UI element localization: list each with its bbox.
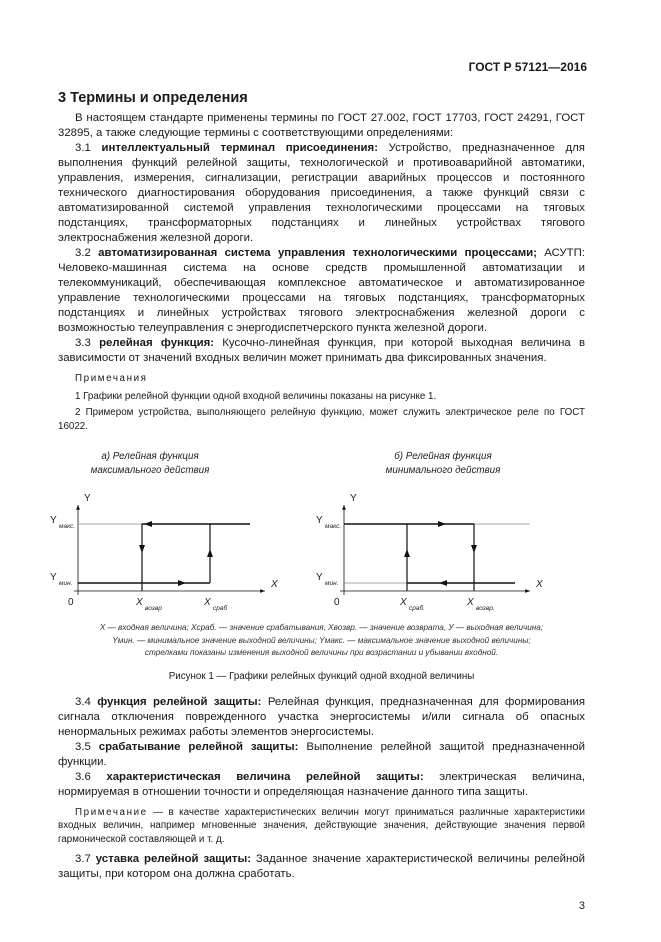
page-number: 3: [578, 900, 585, 912]
svg-text:мин.: мин.: [325, 580, 339, 587]
svg-text:сраб: сраб: [213, 605, 228, 612]
svg-text:а) Релейная функция: а) Релейная функция: [101, 451, 199, 462]
notes-block: Примечания 1 Графики релейной функции одной входной величины показаны на рисунке 1. 2 Примером устройства, выполняющего релейную функцию, может служить электрическое реле по ГОСТ 16022.: [58, 373, 585, 432]
svg-text:сраб.: сраб.: [409, 605, 425, 612]
legend-line: стрелками показаны изменения выходной величины при возрастании и убывании входной.: [144, 648, 499, 657]
svg-text:0: 0: [68, 597, 74, 608]
svg-text:Y: Y: [50, 572, 57, 583]
svg-text:Y: Y: [50, 515, 57, 526]
svg-text:минимального действия: минимального действия: [385, 465, 501, 476]
svg-text:макс.: макс.: [59, 523, 76, 530]
term-3-1: 3.1 интеллектуальный терминал присоединения: Устройство, предназначенное для выполнения функций релейной защиты, технологической и противоаварийной автоматики, управления, измерения, сигнализации, регистрации аварийных процессов и постоянного технического диагностирования оборудования присоединения, а также функций связи с автоматизированной системой управления технологическими процессами на тяговых подстанциях, трансформаторных подстанциях и линейных устройствах тягового электроснабжения железной дороги.: [58, 142, 585, 244]
svg-text:X: X: [204, 597, 211, 608]
graph-max-action: [50, 493, 278, 612]
legend-line: Yмин. — минимальное значение выходной величины; Yмакс. — максимальное значение выходной величины;: [112, 635, 531, 645]
intro-paragraph: В настоящем стандарте применены термины по ГОСТ 27.002, ГОСТ 17703, ГОСТ 24291, ГОСТ 32895, а также следующие термины с соответствующими определениями:: [58, 112, 585, 139]
term-3-3: 3.3 релейная функция: Кусочно-линейная функция, при которой выходная величина в зависимости от значений входных величин может принимать два фиксированных значения.: [58, 337, 586, 364]
page: [50, 0, 587, 942]
svg-text:0: 0: [334, 597, 340, 608]
svg-text:Y: Y: [84, 493, 91, 504]
figure-relay-functions: [50, 443, 585, 618]
svg-text:Y: Y: [316, 515, 323, 526]
section-title: 3 Термины и определения: [58, 90, 248, 106]
note-3-6: Примечание — в качестве характеристических величин могут приниматься различные характеристики входных величин, например мгновенные значения, действующие значения, действующие значения первой гармонической составляющей и т. д.: [58, 806, 585, 845]
svg-text:возвр: возвр: [145, 605, 162, 612]
svg-text:макс.: макс.: [325, 523, 342, 530]
svg-text:возвр.: возвр.: [476, 605, 495, 612]
svg-text:X: X: [400, 597, 407, 608]
figure-legend: [58, 622, 585, 660]
graph-min-action: [316, 493, 543, 612]
svg-text:X: X: [136, 597, 143, 608]
svg-text:максимального действия: максимального действия: [90, 465, 210, 476]
svg-text:X: X: [467, 597, 474, 608]
figure-caption: Рисунок 1 — Графики релейных функций одной входной величины: [168, 670, 475, 682]
term-3-2: 3.2 автоматизированная система управления технологическими процессами; АСУТП: Человеко-машинная система на основе средств промышленной автоматизации и телекоммуникаций, обеспечивающая комплексное автоматическое и автоматизированное управление технологическими процессами на тяговых подстанциях, трансформаторных подстанциях и линейных устройствах тягового электроснабжения железной дороги с возможностью телеуправления с энергодиспетчерского пункта железной дороги.: [58, 247, 585, 334]
svg-text:Y: Y: [316, 572, 323, 583]
text-block-top: [58, 111, 585, 433]
svg-text:Y: Y: [350, 493, 357, 504]
svg-text:X: X: [536, 579, 543, 590]
legend-line: X — входная величина; Xсраб. — значение срабатывания, Xвозвр. — значение возврата, У — выходная величина;: [99, 623, 544, 632]
term-3-4: 3.4 функция релейной защиты: Релейная функция, предназначенная для формирования сигнала отключения поврежденного участка энергосистемы и/или сигнала об опасных ненормальных режимах работы элементов энергосистемы.: [58, 695, 586, 738]
text-block-bottom: [58, 695, 585, 883]
document-id: ГОСТ Р 57121—2016: [468, 60, 587, 74]
svg-text:X: X: [271, 579, 278, 590]
term-3-5: 3.5 срабатывание релейной защиты: Выполнение релейной защитой предназначенной функции.: [58, 740, 585, 768]
svg-text:б) Релейная функция: б) Релейная функция: [394, 451, 492, 462]
term-3-6: 3.6 характеристическая величина релейной защиты: электрическая величина, нормируемая в отношении точности и определяющая назначение данного типа защиты.: [58, 770, 585, 798]
term-3-7: 3.7 уставка релейной защиты: Заданное значение характеристической величины релейной защиты, при котором она должна сработать.: [58, 853, 585, 880]
svg-text:мин.: мин.: [59, 580, 73, 587]
